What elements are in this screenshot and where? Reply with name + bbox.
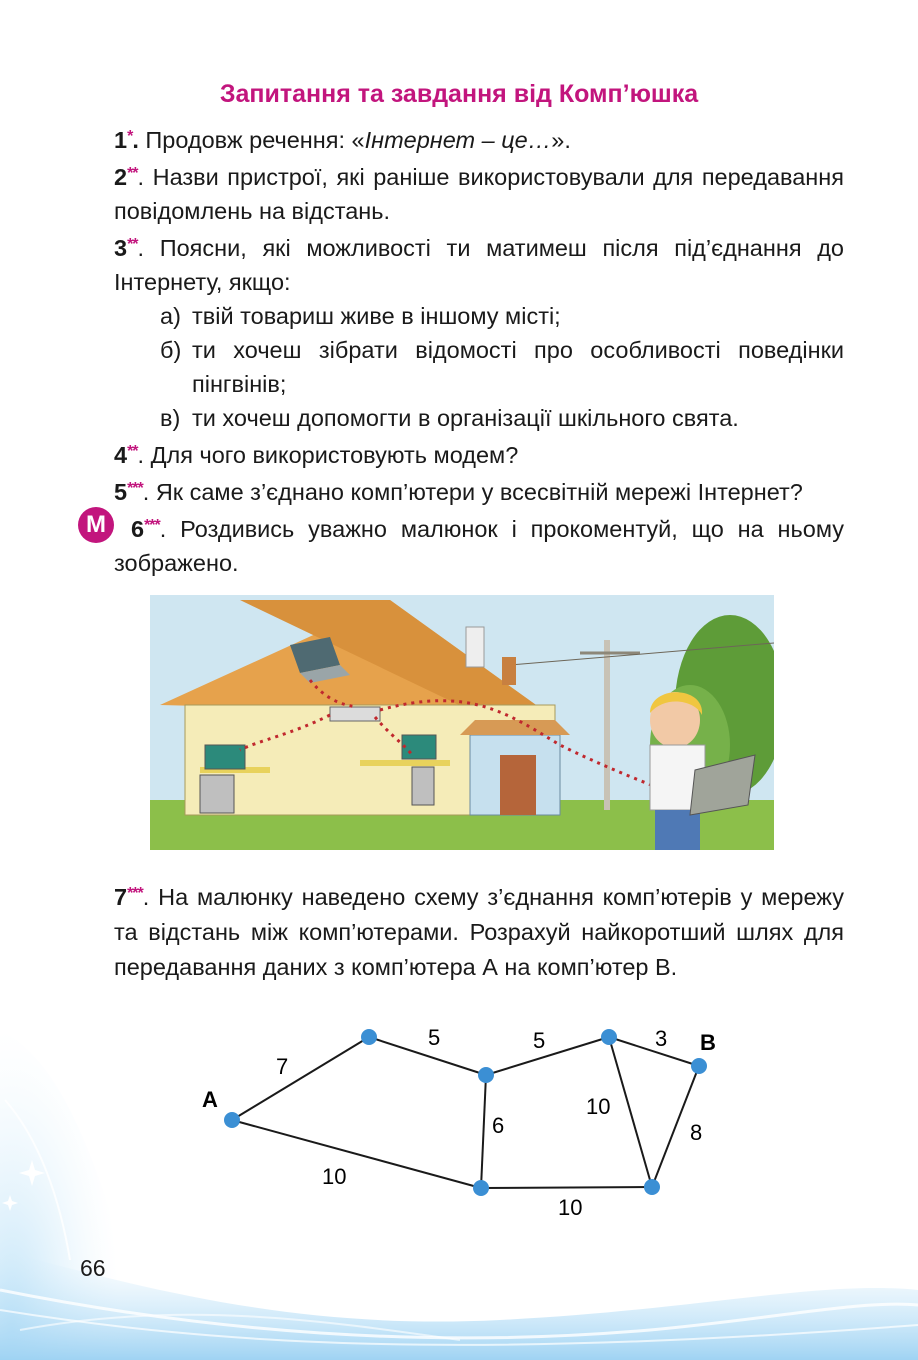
edge-n3-n5	[609, 1037, 652, 1187]
sub-item-text: ти хочеш зібрати відомості про особливості поведінки пінгвінів;	[192, 337, 844, 397]
sub-item-letter: а)	[160, 303, 181, 329]
question-text: . На малюнку наведено схему з’єднання комп’ютерів у мережу та відстань між комп’ютерами. Розрахуй найкоротший шлях для передавання даних з комп’ютера А на комп’ютер В.	[114, 884, 844, 980]
sub-item-text: твій товариш живе в іншому місті;	[192, 303, 561, 329]
question-7	[114, 876, 844, 985]
sub-item-a	[114, 299, 844, 333]
edge-label: 7	[276, 1054, 289, 1079]
questions-block	[114, 120, 844, 580]
edge-n2-n4	[481, 1075, 486, 1188]
sub-item-letter: б)	[160, 337, 182, 363]
asterisk-icon: ***	[144, 517, 160, 534]
question-4	[114, 435, 844, 472]
asterisk-icon: **	[127, 236, 138, 253]
sub-item-text: ти хочеш допомогти в організації шкільного свята.	[192, 405, 739, 431]
question-text-italic: Інтернет – це…	[364, 127, 552, 153]
edge-n4-n5	[481, 1187, 652, 1188]
question-2	[114, 157, 844, 228]
edge-label: 10	[586, 1094, 611, 1119]
node-2	[478, 1067, 494, 1083]
edge-n3-b	[609, 1037, 699, 1066]
question-number-dot: .	[132, 127, 139, 153]
edge-n2-n3	[486, 1037, 609, 1075]
question-text: ».	[551, 127, 571, 153]
node-4	[473, 1180, 489, 1196]
section-heading: Запитання та завдання від Комп’юшка	[219, 80, 699, 108]
edge-a-n1	[232, 1037, 369, 1120]
node-b	[691, 1058, 707, 1074]
sub-item-c	[114, 401, 844, 435]
question-number: 3	[114, 235, 128, 261]
question-text: Продовж речення: «	[138, 127, 365, 153]
question-number: 4	[114, 442, 128, 468]
edge-label: 10	[558, 1195, 583, 1220]
question-6	[114, 509, 844, 580]
graph-nodes	[224, 1029, 707, 1196]
network-house-illustration	[150, 595, 774, 850]
question-number: 2	[114, 164, 128, 190]
node-label-a: А	[202, 1087, 218, 1112]
node-label-b: В	[700, 1030, 716, 1055]
asterisk-icon: **	[127, 165, 138, 182]
edge-label: 5	[533, 1028, 546, 1053]
question-number: 6	[131, 516, 145, 542]
m-badge: М	[78, 507, 114, 543]
edge-a-n4	[232, 1120, 481, 1188]
asterisk-icon: *	[127, 128, 133, 145]
question-5	[114, 472, 844, 509]
asterisk-icon: ***	[127, 480, 143, 497]
question-3	[114, 228, 844, 299]
node-1	[361, 1029, 377, 1045]
edge-label: 5	[428, 1025, 441, 1050]
sub-item-b	[114, 333, 844, 401]
node-a	[224, 1112, 240, 1128]
question-text: . Роздивись уважно малюнок і прокоментуй, що на ньому зображено.	[114, 516, 844, 576]
question-number: 7	[114, 884, 128, 910]
node-3	[601, 1029, 617, 1045]
question-text: . Поясни, які можливості ти матимеш після під’єднання до Інтернету, якщо:	[114, 235, 844, 295]
question-text: . Назви пристрої, які раніше використовували для передавання повідомлень на відстань.	[114, 164, 844, 224]
edge-label: 3	[655, 1026, 668, 1051]
question-1	[114, 120, 844, 157]
network-graph	[180, 1010, 760, 1225]
asterisk-icon: ***	[127, 885, 143, 902]
page-number: 66	[80, 1255, 106, 1281]
question-text: . Як саме з’єднано комп’ютери у всесвітній мережі Інтернет?	[142, 479, 803, 505]
question-text: . Для чого використовують модем?	[137, 442, 519, 468]
edge-label: 6	[492, 1113, 505, 1138]
question-number: 5	[114, 479, 128, 505]
edge-label: 8	[690, 1120, 703, 1145]
sub-item-letter: в)	[160, 405, 181, 431]
node-5	[644, 1179, 660, 1195]
question-number: 1	[114, 127, 128, 153]
edge-label: 10	[322, 1164, 347, 1189]
asterisk-icon: **	[127, 443, 138, 460]
